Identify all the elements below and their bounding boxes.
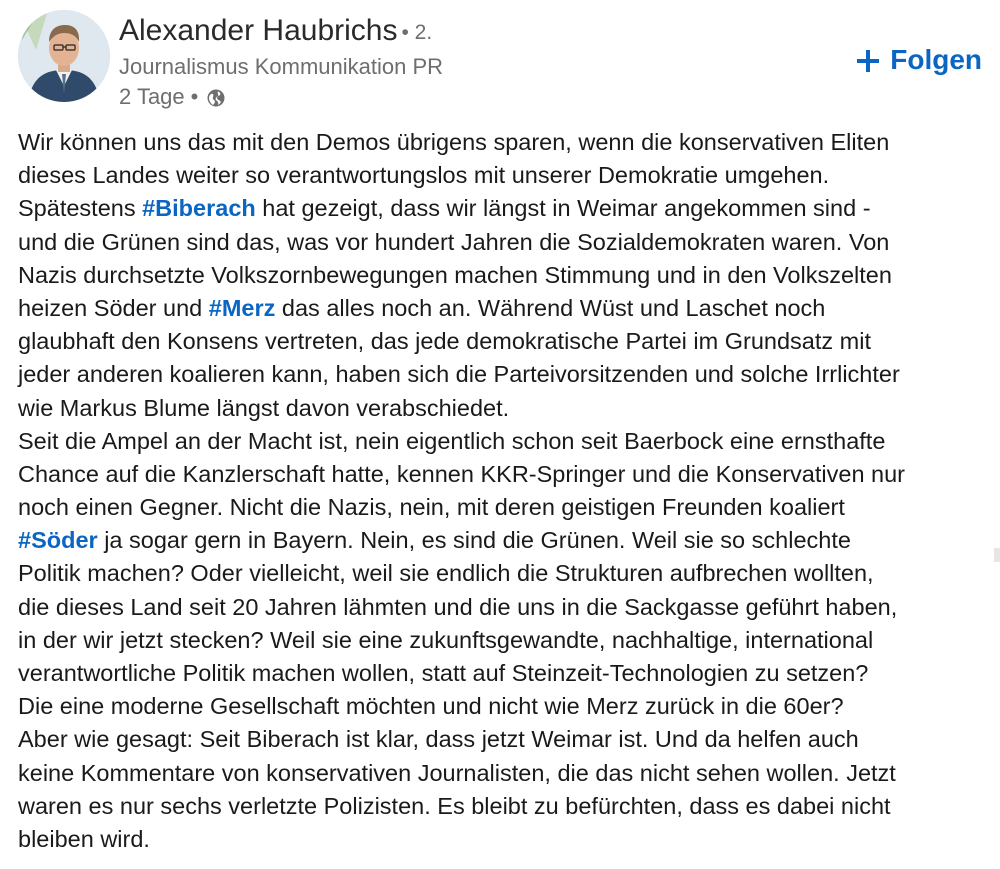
post-line: heizen Söder und #Merz das alles noch an. Während Wüst und Laschet noch — [18, 294, 826, 321]
post-line: dieses Landes weiter so verantwortungslos mit unserer Demokratie umgehen. — [18, 162, 830, 189]
post-line: Chance auf die Kanzlerschaft hatte, kennen KKR-Springer und die Konservativen nur — [18, 460, 906, 487]
post-line: Politik machen? Oder vielleicht, weil sie endlich die Strukturen aufbrechen wollten, — [18, 560, 874, 587]
follow-button[interactable] — [850, 40, 982, 80]
post-line: in der wir jetzt stecken? Weil sie eine zukunftsgewandte, nachhaltige, international — [18, 626, 874, 653]
post-line: glaubhaft den Konsens vertreten, das jede demokratische Partei im Grundsatz mit — [18, 328, 871, 355]
post-line: Wir können uns das mit den Demos übrigens sparen, wenn die konservativen Eliten — [18, 129, 890, 155]
author-headline: Journalismus Kommunikation PR — [119, 54, 444, 79]
connection-degree-value: 2. — [414, 21, 433, 44]
author-name-row — [119, 14, 432, 53]
avatar[interactable] — [18, 10, 110, 102]
post-time: 2 Tage — [119, 84, 185, 109]
post-meta — [119, 83, 226, 111]
post-line: bleiben wird. — [18, 825, 150, 852]
hashtag-link[interactable]: #Söder — [18, 527, 98, 554]
post-line: jeder anderen koalieren kann, haben sich die Parteivorsitzenden und solche Irrlichter — [18, 361, 900, 388]
avatar-photo — [18, 10, 110, 102]
meta-separator: • — [190, 84, 199, 109]
post-line: Die eine moderne Gesellschaft möchten und nicht wie Merz zurück in die 60er? — [18, 693, 844, 720]
post-header — [18, 10, 982, 110]
post-line: Nazis durchsetzte Volkszornbewegungen machen Stimmung und in den Volkszelten — [18, 261, 892, 288]
scroll-edge-marker — [994, 548, 1000, 562]
plus-icon — [856, 48, 880, 72]
post-line: Aber wie gesagt: Seit Biberach ist klar, dass jetzt Weimar ist. Und da helfen auch — [18, 726, 859, 753]
post-line: wie Markus Blume längst davon verabschiedet. — [18, 394, 510, 421]
post-line: waren es nur sechs verletzte Polizisten. Es bleibt zu befürchten, dass es dabei nicht — [18, 792, 891, 819]
hashtag-link[interactable]: #Merz — [208, 294, 276, 321]
post-line: die dieses Land seit 20 Jahren lähmten und die uns in die Sackgasse geführt haben, — [18, 593, 898, 620]
post-line: #Söder ja sogar gern in Bayern. Nein, es sind die Grünen. Weil sie so schlechte — [18, 527, 851, 554]
connection-degree: • 2. — [401, 21, 433, 44]
globe-icon — [206, 87, 226, 107]
post-line: noch einen Gegner. Nicht die Nazis, nein, mit deren geistigen Freunden koaliert — [18, 494, 845, 521]
follow-label: Folgen — [890, 44, 982, 75]
author-name[interactable]: Alexander Haubrichs — [119, 14, 398, 47]
post-line: verantwortliche Politik machen wollen, statt auf Steinzeit-Technologien zu setzen? — [18, 660, 869, 686]
post-line: und die Grünen sind das, was vor hundert Jahren die Sozialdemokraten waren. Von — [18, 228, 890, 255]
hashtag-link[interactable]: #Biberach — [142, 195, 256, 222]
post-line: Seit die Ampel an der Macht ist, nein eigentlich schon seit Baerbock eine ernsthafte — [18, 427, 886, 454]
post-text — [18, 126, 988, 856]
post-line: Spätestens #Biberach hat gezeigt, dass wir längst in Weimar angekommen sind - — [18, 195, 871, 222]
post-line: keine Kommentare von konservativen Journalisten, die das nicht sehen wollen. Jetzt — [18, 759, 896, 786]
